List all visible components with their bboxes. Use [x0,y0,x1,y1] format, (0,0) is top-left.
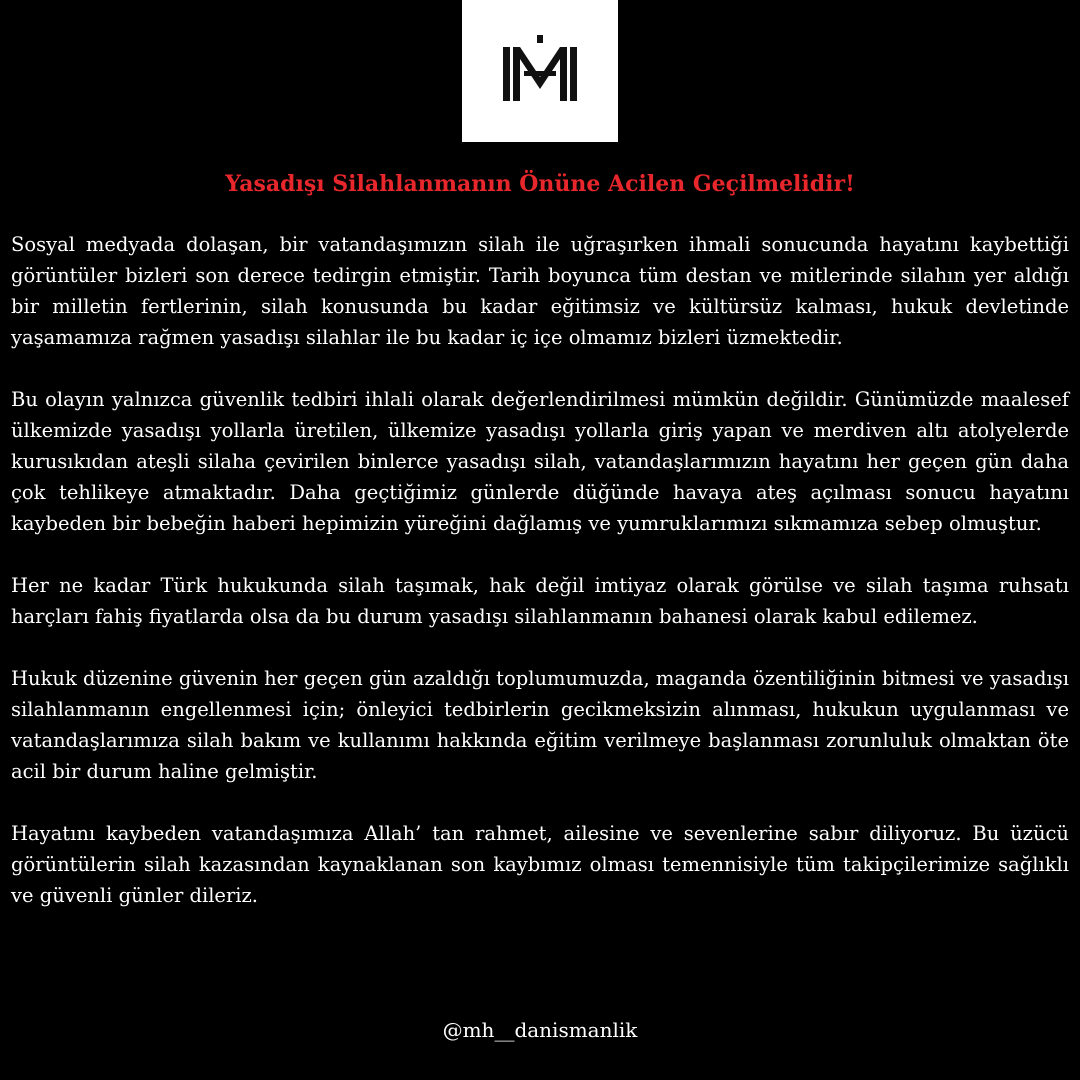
social-handle: @mh__danismanlik [442,1018,638,1042]
paragraph-3: Her ne kadar Türk hukukunda silah taşımak, hak değil imtiyaz olarak görülse ve silah taşıma ruhsatı harçları fahiş fiyatlarda olsa da bu durum yasadışı silahlanmanın bahanesi olarak kabul edilemez. [11,574,1069,628]
post-title: Yasadışı Silahlanmanın Önüne Acilen Geçilmelidir! [225,171,855,197]
mh-logo-icon [500,31,580,111]
paragraph-5: Hayatını kaybeden vatandaşımıza Allah’ tan rahmet, ailesine ve sevenlerine sabır diliyoruz. Bu üzücü görüntülerin silah kazasından kaynaklanan son kaybımız olması temennisiyle tüm takipçilerimize sağlıklı ve güvenli günler dileriz. [11,822,1069,907]
post-body [11,229,1069,942]
brand-logo [462,0,618,142]
paragraph-4: Hukuk düzenine güvenin her geçen gün azaldığı toplumumuzda, maganda özentiliğinin bitmesi ve yasadışı silahlanmanın engellenmesi için; önleyici tedbirlerin gecikmeksizin alınması, hukukun uygulanması ve vatandaşlarımıza silah bakım ve kullanımı hakkında eğitim verilmeye başlanması zorunluluk olmaktan öte acil bir durum haline gelmiştir. [11,667,1069,783]
paragraph-2: Bu olayın yalnızca güvenlik tedbiri ihlali olarak değerlendirilmesi mümkün değildir. Günümüzde maalesef ülkemizde yasadışı yollarla üretilen, ülkemize yasadışı yollarla giriş yapan ve merdiven altı atolyelerde kurusıkıdan ateşli silaha çevirilen binlerce yasadışı silah, vatandaşlarımızın hayatını her geçen gün daha çok tehlikeye atmaktadır. Daha geçtiğimiz günlerde düğünde havaya ateş açılması sonucu hayatını kaybeden bir bebeğin haberi hepimizin yüreğini dağlamış ve yumruklarımızı sıkmamıza sebep olmuştur. [11,388,1069,535]
paragraph-1: Sosyal medyada dolaşan, bir vatandaşımızın silah ile uğraşırken ihmali sonucunda hayatını kaybettiği görüntüler bizleri son derece tedirgin etmiştir. Tarih boyunca tüm destan ve mitlerinde silahın yer aldığı bir milletin fertlerinin, silah konusunda bu kadar eğitimsiz ve kültürsüz kalması, hukuk devletinde yaşamamıza rağmen yasadışı silahlar ile bu kadar iç içe olmamız bizleri üzmektedir. [11,233,1069,349]
